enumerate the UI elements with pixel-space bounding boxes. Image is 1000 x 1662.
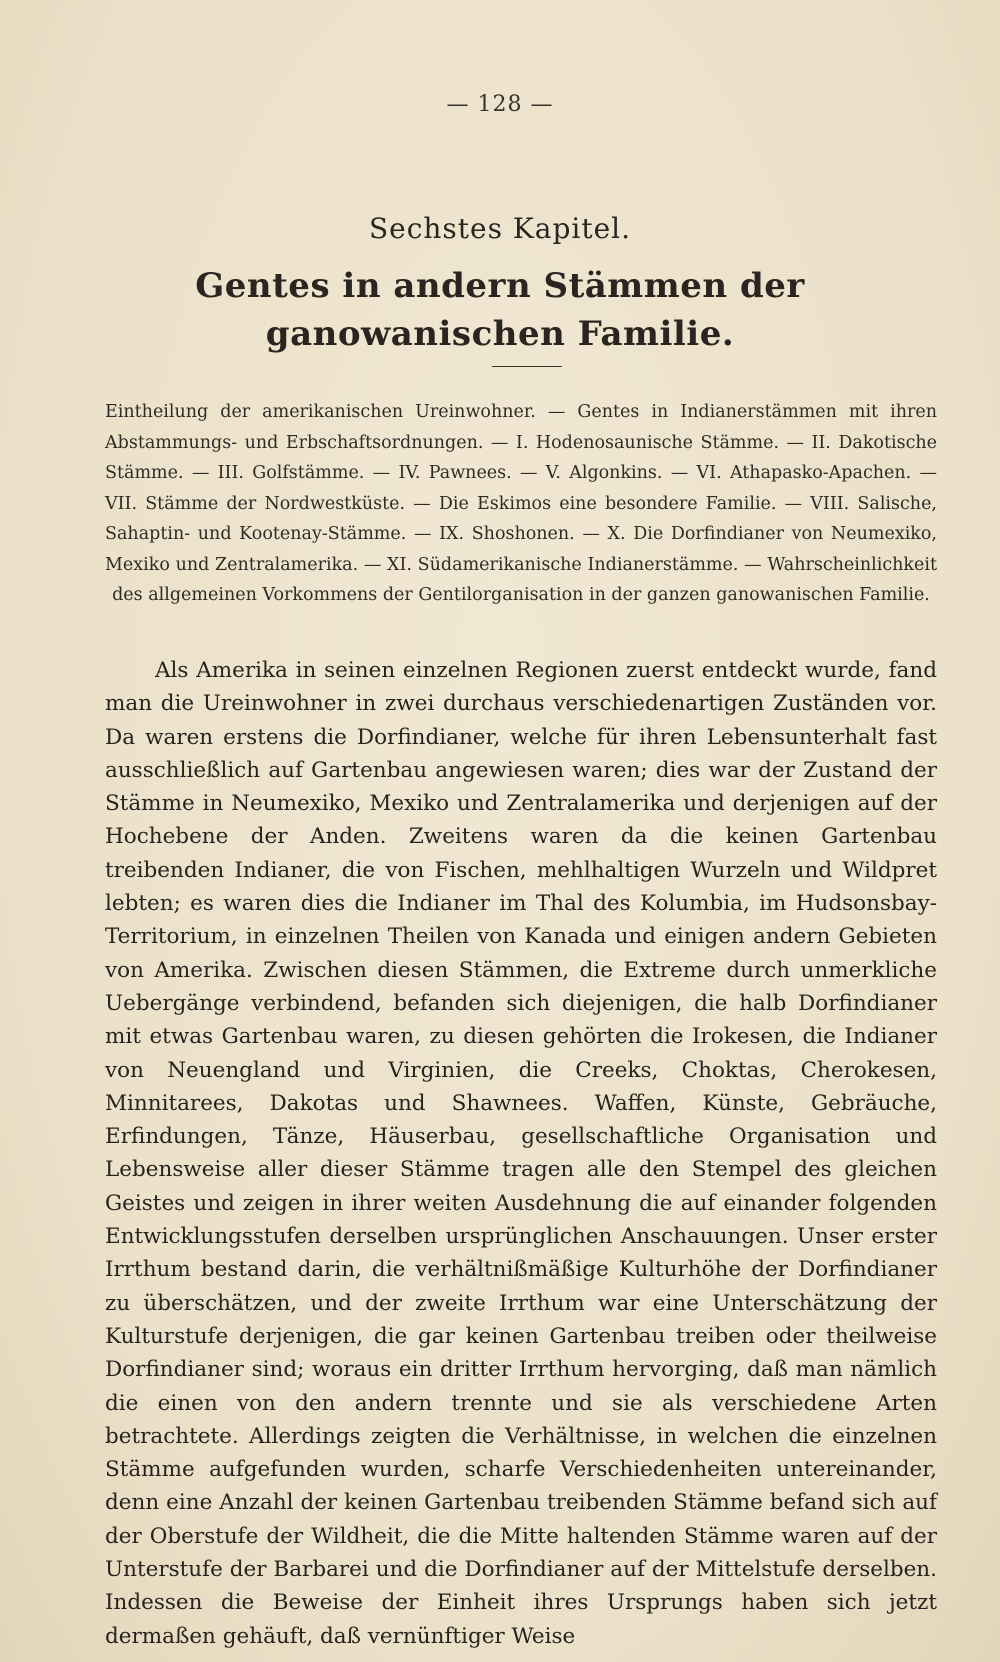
divider-rule [492, 366, 562, 367]
chapter-title: Gentes in andern Stämmen der ganowanischen Familie. [195, 266, 805, 354]
body-paragraph: Als Amerika in seinen einzelnen Regionen zuerst entdeckt wurde, fand man die Ureinwohner in zwei durchaus verschiedenartigen Zuständen vor. Da waren erstens die Dorfindianer, welche für ihren Lebensunterhalt fast ausschließlich auf Gartenbau angewiesen waren; dies war der Zustand der Stämme in Neumexiko, Mexiko und Zentralamerika und derjenigen auf der Hochebene der Anden. Zweitens waren da die keinen Gartenbau treibenden Indianer, die von Fischen, mehlhaltigen Wurzeln und Wildpret lebten; es waren dies die Indianer im Thal des Kolumbia, im Hudsonsbay-Territorium, in einzelnen Theilen von Kanada und einigen andern Gebieten von Amerika. Zwischen diesen Stämmen, die Extreme durch unmerkliche Uebergänge verbindend, befanden sich diejenigen, die halb Dorfindianer mit etwas Gartenbau waren, zu diesen gehörten die Irokesen, die Indianer von Neuengland und Virginien, die Creeks, Choktas, Cherokesen, Minnitarees, Dakotas und Shawnees. Waffen, Künste, Gebräuche, Erfindungen, Tänze, Häuserbau, gesellschaftliche Organisation und Lebensweise aller dieser Stämme tragen alle den Stempel des gleichen Geistes und zeigen in ihrer weiten Ausdehnung die auf einander folgenden Entwicklungsstufen derselben ursprünglichen Anschauungen. Unser erster Irrthum bestand darin, die verhältnißmäßige Kulturhöhe der Dorfindianer zu überschätzen, und der zweite Irrthum war eine Unterschätzung der Kulturstufe derjenigen, die gar keinen Gartenbau treiben oder theilweise Dorfindianer sind; woraus ein dritter Irrthum hervorging, daß man nämlich die einen von den andern trennte und sie als verschiedene Arten betrachtete. Allerdings zeigten die Verhältnisse, in welchen die einzelnen Stämme aufgefunden wurden, scharfe Verschiedenheiten untereinander, denn eine Anzahl der keinen Gartenbau treibenden Stämme befand sich auf der Oberstufe der Wildheit, die die Mitte haltenden Stämme waren auf der Unterstufe der Barbarei und die Dorfindianer auf der Mittelstufe derselben. Indessen die Beweise der Einheit ihres Ursprungs haben sich jetzt dermaßen gehäuft, daß vernünftiger Weise [105, 658, 937, 1649]
chapter-heading: Sechstes Kapitel. [368, 212, 632, 245]
page-number: — 128 — [446, 92, 554, 117]
chapter-summary: Eintheilung der amerikanischen Ureinwohner. — Gentes in Indianerstämmen mit ihren Abstammungs- und Erbschaftsordnungen. — I. Hodenosaunische Stämme. — II. Dakotische Stämme. — III. Golfstämme. — IV. Pawnees. — V. Algonkins. — VI. Athapasko-Apachen. — VII. Stämme der Nordwestküste. — Die Eskimos eine besondere Familie. — VIII. Salische, Sahaptin- und Kootenay-Stämme. — IX. Shoshonen. — X. Die Dorfindianer von Neumexiko, Mexiko und Zentralamerika. — XI. Südamerikanische Indianerstämme. — Wahrscheinlichkeit des allgemeinen Vorkommens der Gentilorganisation in der ganzen ganowanischen Familie. [105, 402, 937, 605]
